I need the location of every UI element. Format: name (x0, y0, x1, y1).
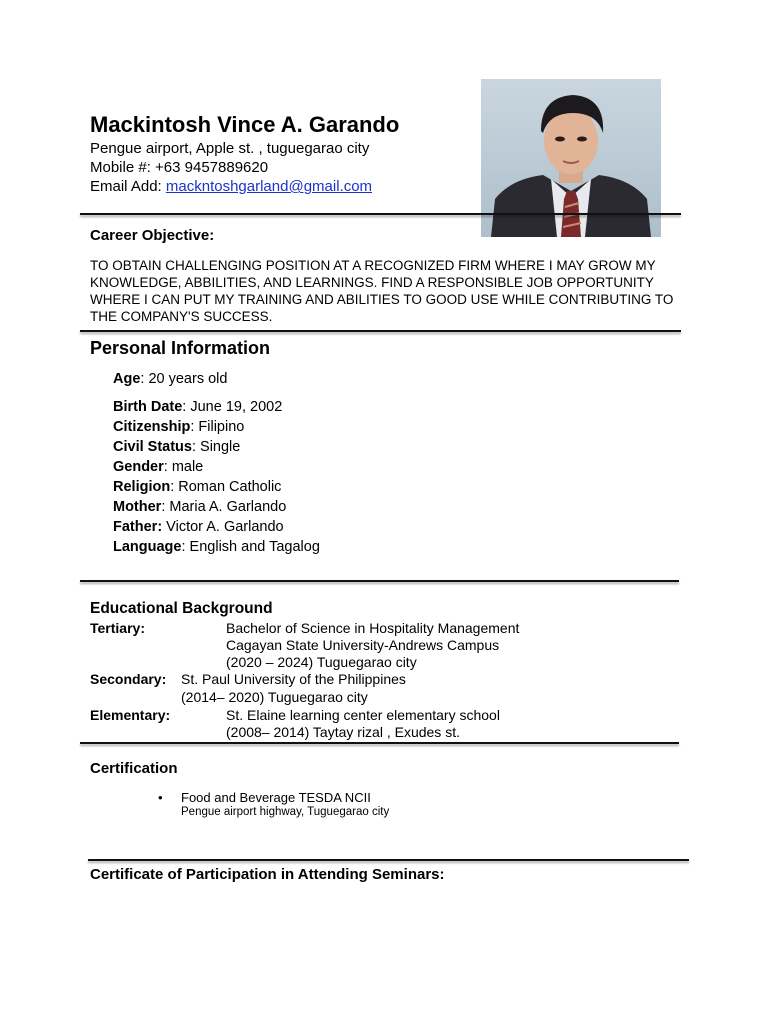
educational-background-heading: Educational Background (90, 600, 273, 617)
elementary-label: Elementary: (90, 707, 171, 723)
divider (80, 742, 679, 744)
certification-heading: Certification (90, 760, 178, 777)
address: Pengue airport, Apple st. , tuguegarao city (90, 140, 370, 157)
email-link[interactable]: mackntoshgarland@gmail.com (165, 178, 373, 195)
divider (80, 580, 679, 582)
certification-location: Pengue airport highway, Tuguegarao city (181, 806, 390, 818)
seminars-heading: Certificate of Participation in Attending Seminars: (90, 866, 445, 883)
personal-value: : Filipino (190, 419, 245, 435)
personal-information-heading: Personal Information (90, 338, 271, 358)
personal-item-birth-date (113, 399, 282, 415)
personal-item-citizenship (113, 419, 244, 435)
personal-label: Citizenship (113, 419, 191, 435)
personal-value: Victor A. Garlando (162, 519, 284, 535)
personal-label: Gender (113, 459, 164, 475)
personal-value: : male (163, 459, 204, 475)
personal-label: Religion (113, 479, 171, 495)
elementary-line: (2008– 2014) Taytay rizal , Exudes st. (226, 724, 460, 740)
personal-value: : 20 years old (140, 371, 228, 387)
divider (80, 330, 681, 332)
personal-item-language (113, 539, 320, 555)
personal-label: Mother (113, 499, 162, 515)
mobile-line (90, 159, 268, 176)
personal-label: Civil Status (113, 439, 192, 455)
secondary-line: (2014– 2020) Tuguegarao city (181, 689, 368, 705)
email-line (90, 178, 372, 195)
personal-value: : Maria A. Garlando (161, 499, 287, 515)
certification-title: Food and Beverage TESDA NCII (181, 790, 371, 805)
tertiary-line: Bachelor of Science in Hospitality Management (226, 620, 520, 636)
personal-item-father (113, 519, 284, 535)
tertiary-line: Cagayan State University-Andrews Campus (226, 637, 500, 653)
personal-item-age (113, 371, 227, 387)
personal-label: Father: (113, 519, 163, 535)
personal-item-mother (113, 499, 286, 515)
personal-value: : Roman Catholic (170, 479, 282, 495)
personal-value: : Single (191, 439, 241, 455)
secondary-line: St. Paul University of the Philippines (181, 671, 406, 687)
mobile-label: Mobile #: (90, 159, 151, 176)
elementary-line: St. Elaine learning center elementary school (226, 707, 500, 723)
personal-label: Language (113, 539, 182, 555)
mobile-number: +63 9457889620 (155, 159, 269, 176)
secondary-label: Secondary: (90, 671, 167, 687)
personal-item-religion (113, 479, 281, 495)
career-objective-text: TO OBTAIN CHALLENGING POSITION AT A RECOGNIZED FIRM WHERE I MAY GROW MY KNOWLEDGE, ABBILITIES, AND LEARNINGS. FIND A RESPONSIBLE JOB OPPORTUNITY WHERE I CAN PUT MY TRAINING AND ABILITIES TO GOOD USE WHILE CONTRIBUTING TO THE COMPANY'S SUCCESS. (90, 258, 674, 324)
tertiary-line: (2020 – 2024) Tuguegarao city (226, 654, 417, 670)
tertiary-label: Tertiary: (90, 620, 145, 636)
personal-label: Birth Date (113, 399, 183, 415)
applicant-name: Mackintosh Vince A. Garando (90, 112, 400, 137)
email-label: Email Add: (90, 178, 162, 195)
personal-item-civil-status (113, 439, 240, 455)
personal-item-gender (113, 459, 203, 475)
personal-label: Age (113, 371, 141, 387)
divider (88, 859, 689, 861)
divider (80, 213, 681, 215)
career-objective-heading: Career Objective: (90, 227, 215, 244)
personal-value: : English and Tagalog (181, 539, 320, 555)
bullet-icon: • (158, 790, 163, 805)
personal-value: : June 19, 2002 (182, 399, 283, 415)
